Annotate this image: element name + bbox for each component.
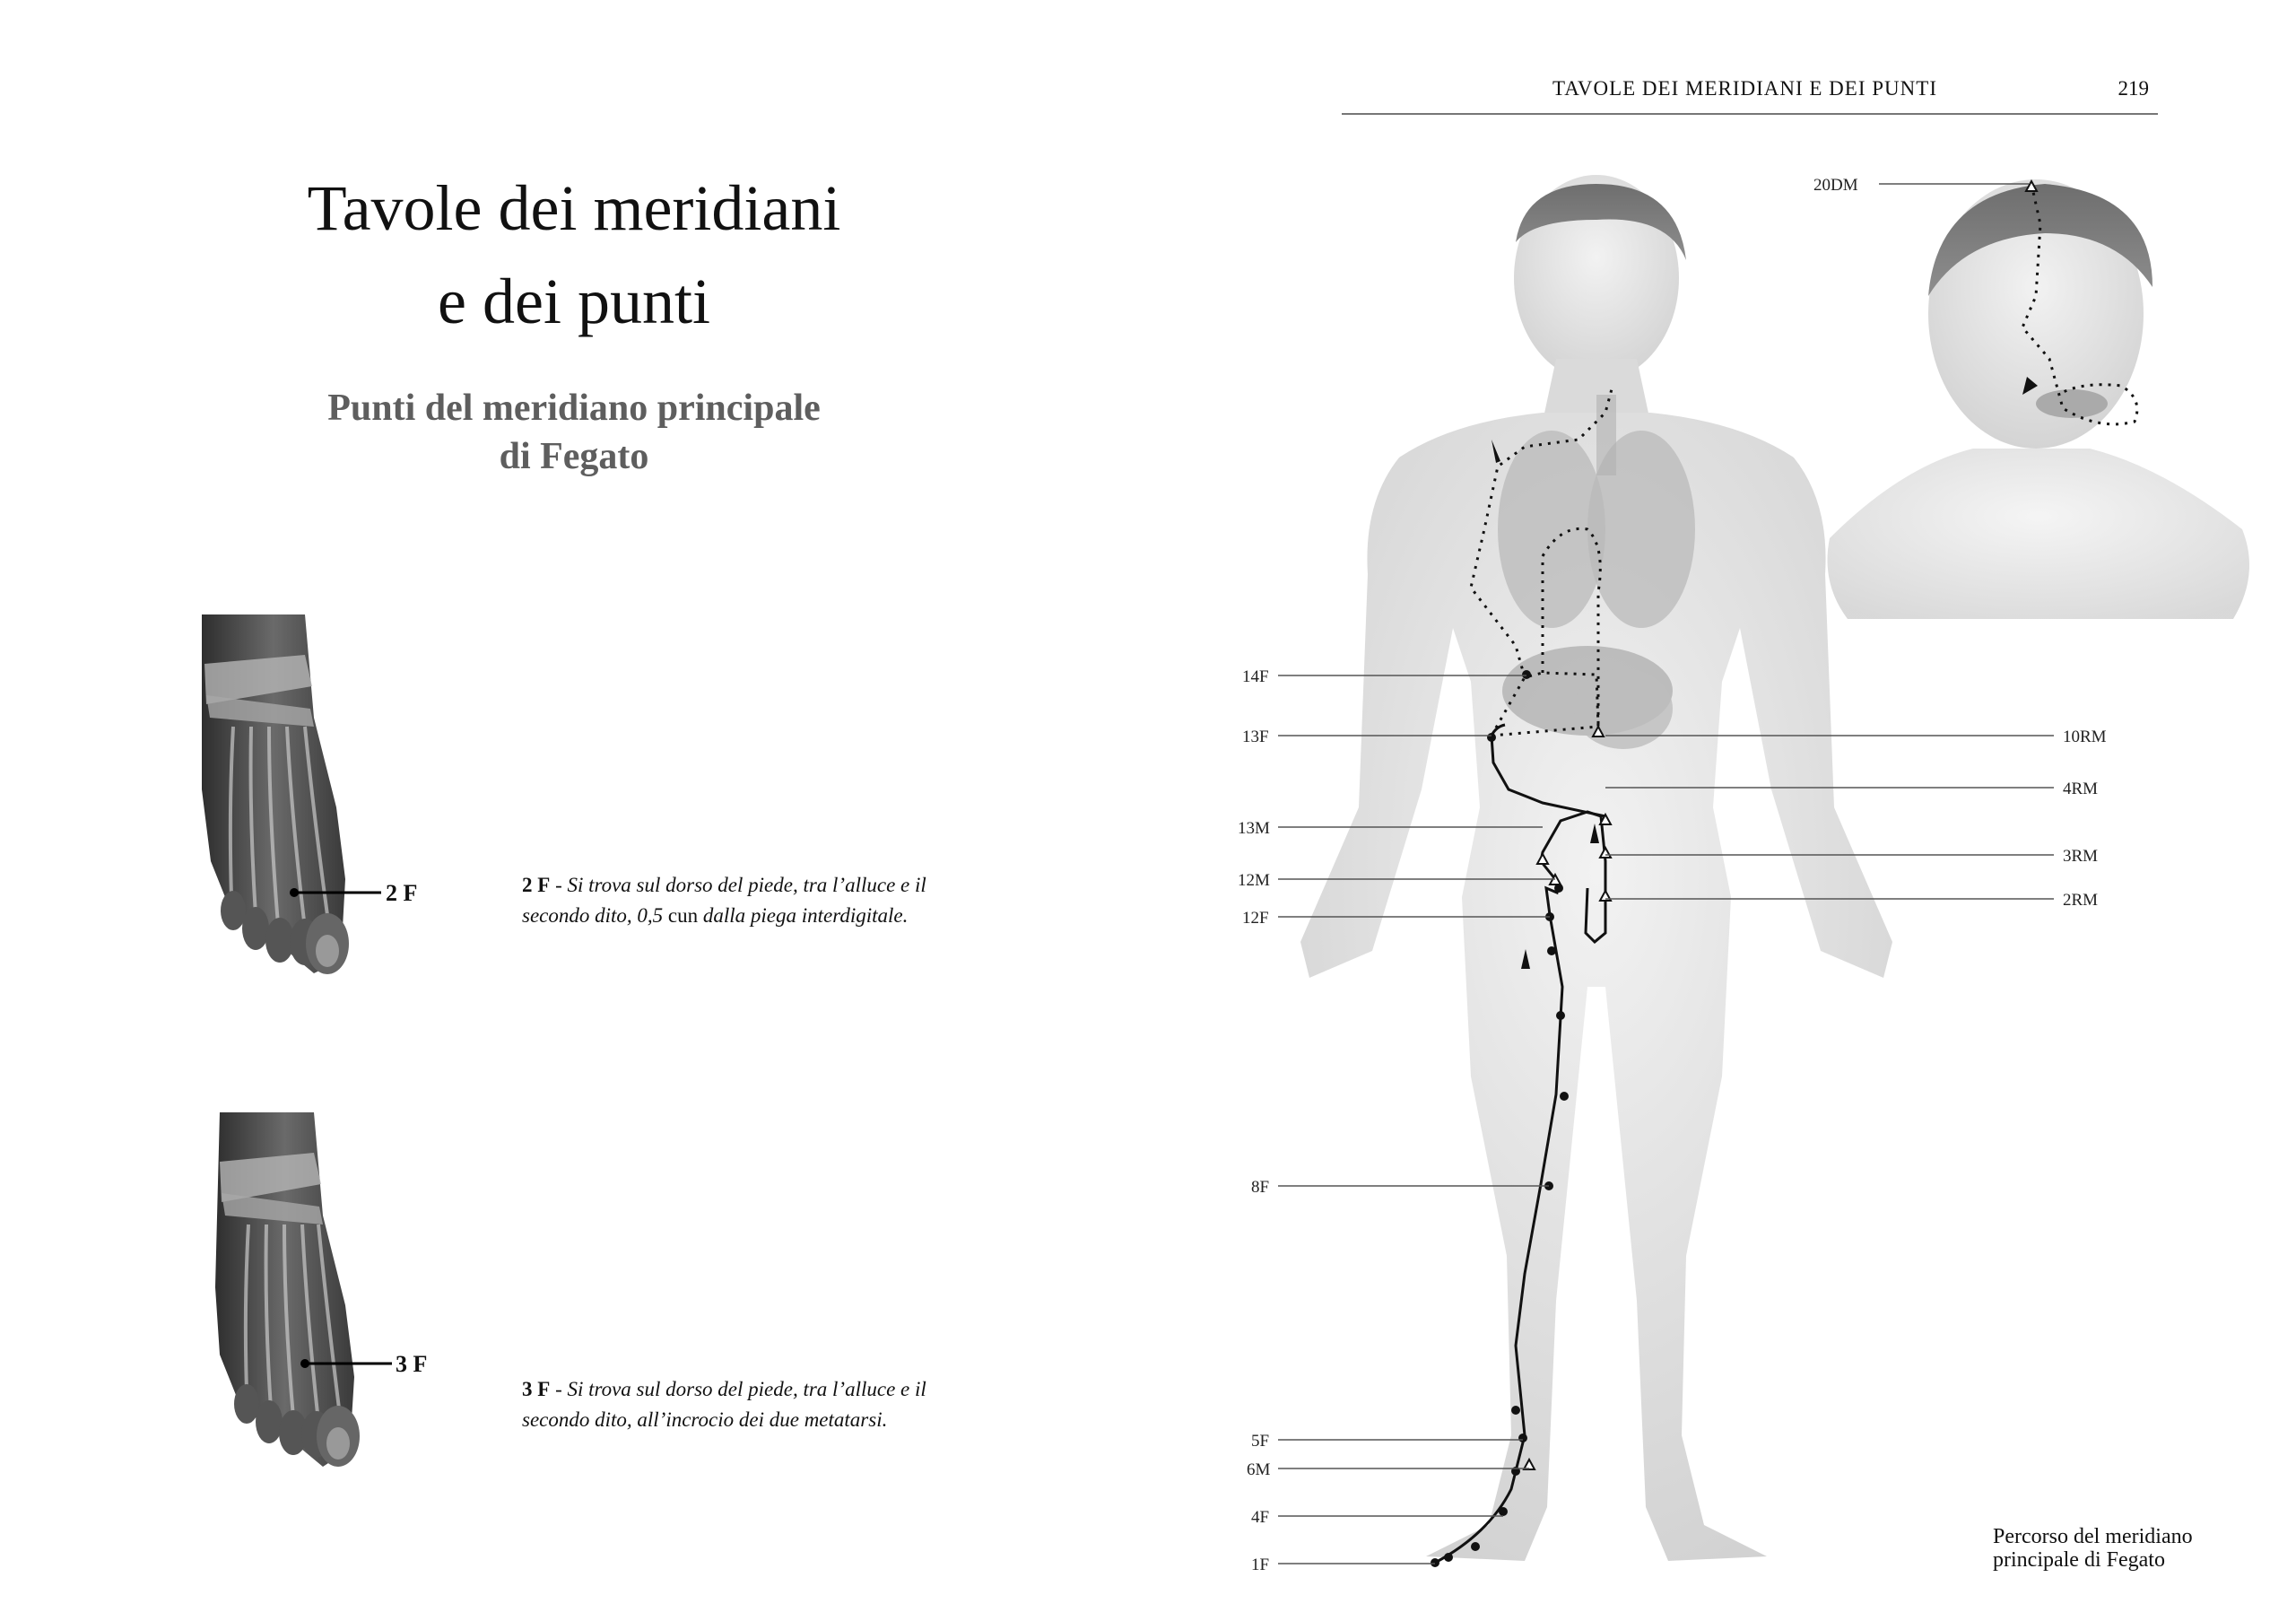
- point-label-20dm: 20DM: [1813, 176, 1858, 195]
- page-title-line-2: e dei punti: [438, 266, 710, 337]
- point-label-4f: 4F: [1251, 1508, 1270, 1527]
- section-subtitle-line-1: Punti del meridiano principale: [327, 388, 821, 429]
- point-label-12m: 12M: [1238, 871, 1270, 890]
- head-closeup-illustration: [1828, 179, 2250, 619]
- point-label-2rm: 2RM: [2063, 891, 2099, 910]
- section-subtitle-line-2: di Fegato: [499, 436, 649, 477]
- point-label-13f: 13F: [1242, 728, 1269, 746]
- page-number: 219: [2118, 77, 2149, 100]
- point-text-2f-a: - Si trova sul dorso del piede, tra l’alluce e il secondo dito, 0,5: [522, 874, 926, 927]
- running-title: TAVOLE DEI MERIDIANI E DEI PUNTI: [1552, 77, 1937, 100]
- point-label-10rm: 10RM: [2063, 728, 2107, 746]
- point-text-3f: - Si trova sul dorso del piede, tra l’alluce e il secondo dito, all’incrocio dei due metatarsi.: [522, 1378, 926, 1431]
- point-label-13m: 13M: [1238, 819, 1270, 838]
- point-code-3f: 3 F: [522, 1378, 551, 1400]
- point-label-3rm: 3RM: [2063, 847, 2099, 866]
- figure-caption: [1993, 1525, 2262, 1572]
- point-text-2f-c: dalla piega interdigitale.: [698, 904, 909, 927]
- human-body-illustration: [1300, 175, 1892, 1561]
- foot-point-label-3f: 3 F: [396, 1351, 428, 1377]
- point-label-5f: 5F: [1251, 1432, 1270, 1451]
- point-label-6m: 6M: [1247, 1460, 1271, 1479]
- point-label-12f: 12F: [1242, 909, 1269, 928]
- foot-point-label-2f: 2 F: [386, 880, 418, 906]
- figure-caption-line-1: Percorso del meridiano: [1993, 1525, 2193, 1548]
- point-text-2f-b: cun: [667, 904, 699, 927]
- point-label-14f: 14F: [1242, 667, 1269, 686]
- point-code-2f: 2 F: [522, 874, 551, 896]
- point-label-1f: 1F: [1251, 1556, 1270, 1574]
- point-label-4rm: 4RM: [2063, 780, 2099, 798]
- page-title-line-1: Tavole dei meridiani: [307, 172, 841, 244]
- point-label-8f: 8F: [1251, 1178, 1270, 1197]
- figure-caption-line-2: principale di Fegato: [1993, 1548, 2165, 1572]
